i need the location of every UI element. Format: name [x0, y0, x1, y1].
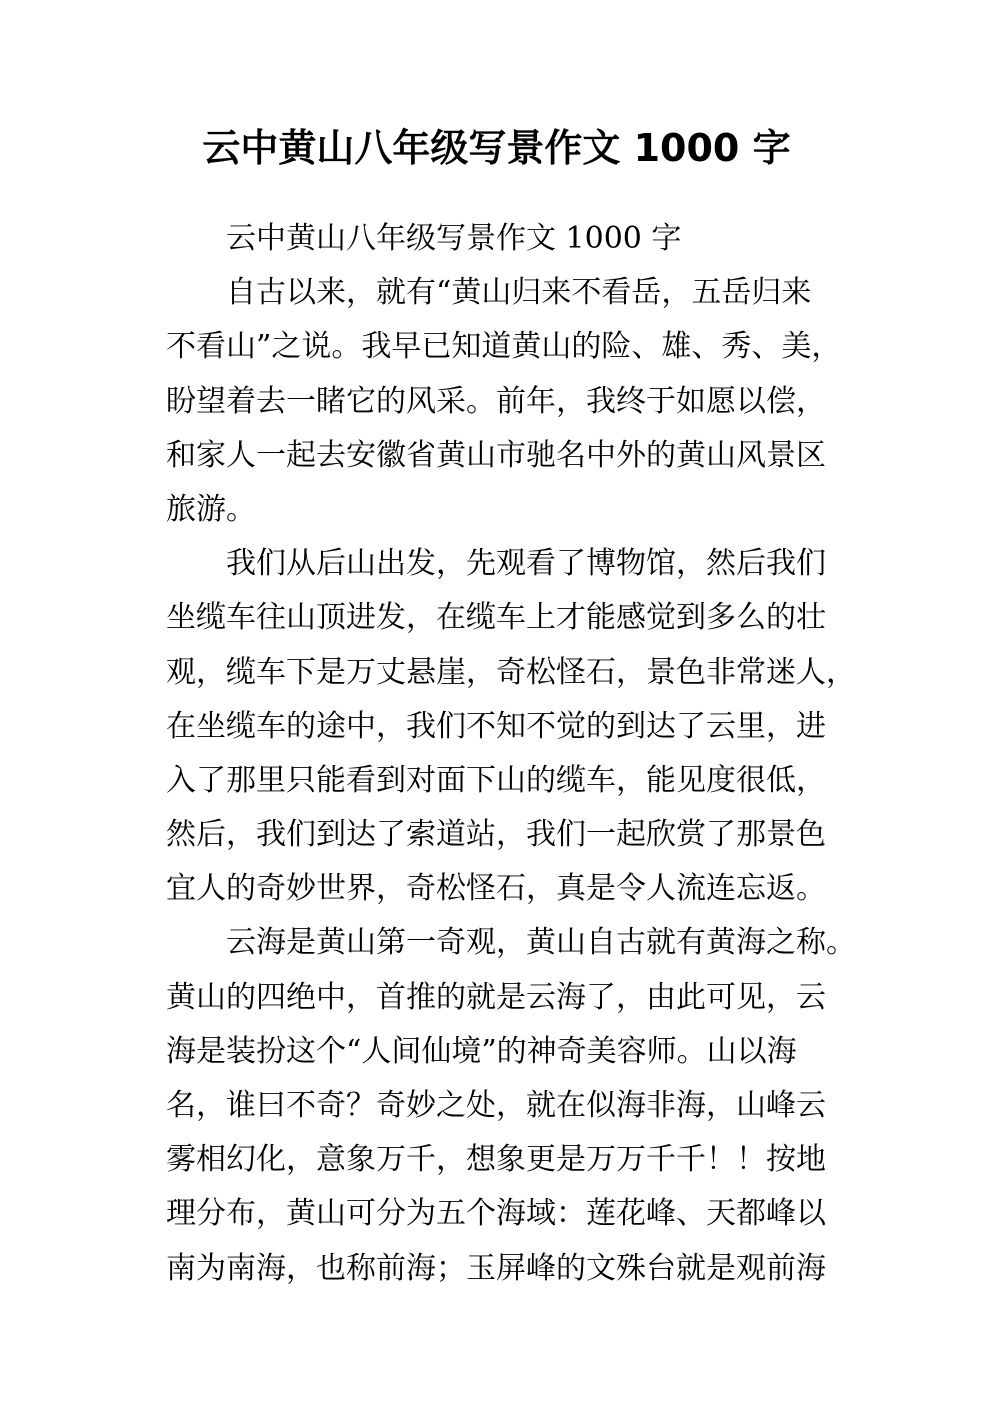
- text-line: 理分布，黄山可分为五个海域：莲花峰、天都峰以: [166, 1196, 826, 1232]
- text-line: 盼望着去一睹它的风采。前年，我终于如愿以偿，: [166, 383, 826, 419]
- text-line: 南为南海，也称前海；玉屏峰的文殊台就是观前海: [166, 1250, 826, 1286]
- text-line: 坐缆车往山顶进发，在缆车上才能感觉到多么的壮: [166, 600, 826, 636]
- text-line: 和家人一起去安徽省黄山市驰名中外的黄山风景区: [166, 437, 826, 473]
- text-line: 自古以来，就有“黄山归来不看岳，五岳归来: [226, 275, 812, 311]
- text-line: 黄山的四绝中，首推的就是云海了，由此可见，云: [166, 979, 826, 1015]
- text-line: 宜人的奇妙世界，奇松怪石，真是令人流连忘返。: [166, 871, 826, 907]
- document-body: [166, 212, 856, 1296]
- text-line: 海是装扮这个“人间仙境”的神奇美容师。山以海: [166, 1033, 797, 1069]
- text-line: 旅游。: [166, 491, 256, 527]
- document-title: 云中黄山八年级写景作文 1000 字: [202, 126, 791, 170]
- text-line: 名，谁曰不奇？奇妙之处，就在似海非海，山峰云: [166, 1088, 826, 1123]
- text-line: 入了那里只能看到对面下山的缆车，能见度很低，: [166, 762, 826, 798]
- text-line: 然后，我们到达了索道站，我们一起欣赏了那景色: [166, 817, 826, 853]
- text-line: 在坐缆车的途中，我们不知不觉的到达了云里，进: [166, 708, 826, 744]
- text-line: 云海是黄山第一奇观，黄山自古就有黄海之称。: [226, 925, 856, 961]
- text-line: 观，缆车下是万丈悬崖，奇松怪石，景色非常迷人，: [166, 654, 856, 690]
- text-line: 不看山”之说。我早已知道黄山的险、雄、秀、美，: [166, 329, 842, 365]
- text-line: 雾相幻化，意象万千，想象更是万万千千！！按地: [166, 1142, 826, 1178]
- text-line-subtitle: 云中黄山八年级写景作文 1000 字: [226, 221, 682, 256]
- text-line: 我们从后山出发，先观看了博物馆，然后我们: [226, 546, 826, 582]
